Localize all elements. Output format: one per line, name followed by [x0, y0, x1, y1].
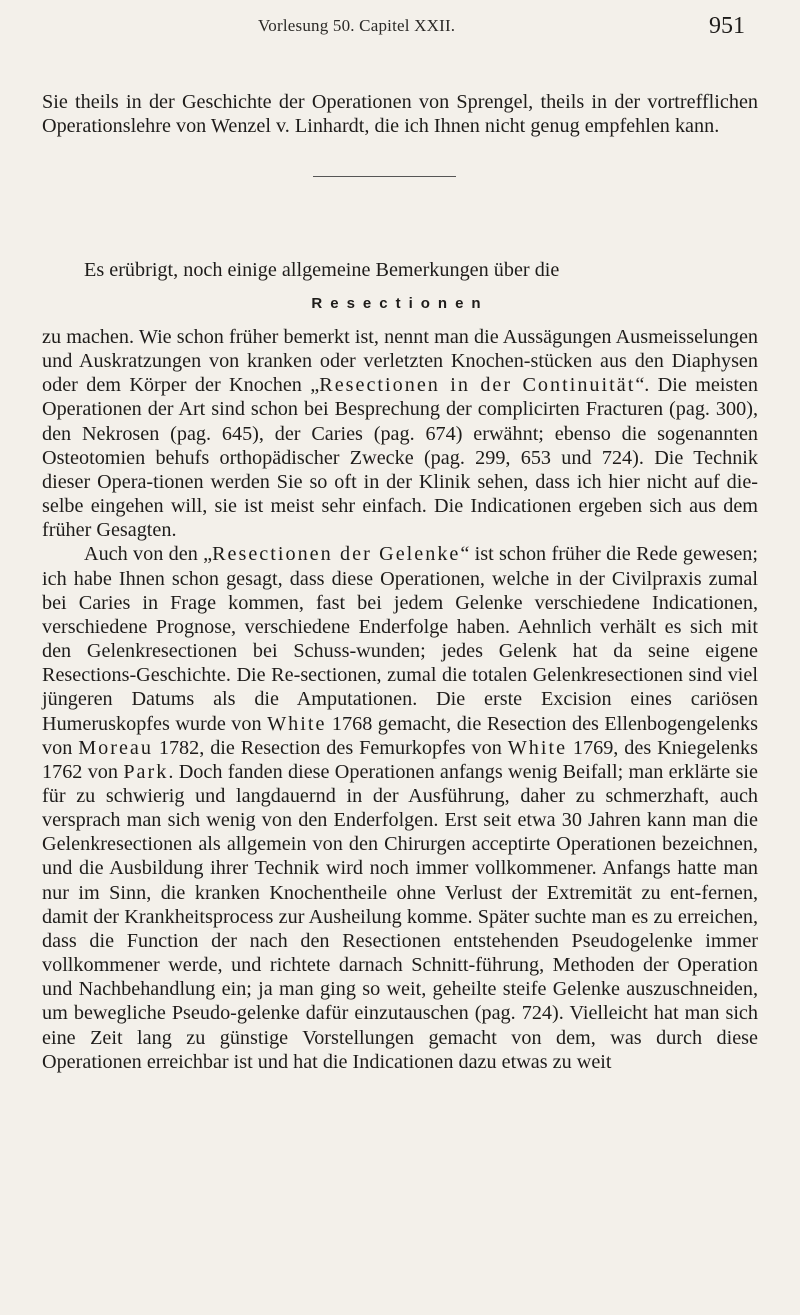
paragraph-body [42, 325, 758, 1074]
text-run: 1768 gemacht, die Resection des Ellenbogengelenks von [42, 712, 759, 759]
paragraph-intro-text: Sie theils in der Geschichte der Operationen von Sprengel, theils in der vortrefflichen Operationslehre von Wenzel v. Linhardt, die ich Ihnen nicht genug empfehlen kann. [42, 91, 758, 138]
paragraph-lead-text: Es erübrigt, noch einige allgemeine Bemerkungen über die [84, 259, 560, 281]
emphasis-term: Resectionen der Gelenke [212, 543, 461, 566]
paragraph-resections-joints [42, 542, 758, 1073]
person-name: White [507, 736, 568, 759]
paragraph-intro [42, 90, 758, 138]
person-name: Park [123, 760, 169, 783]
person-name: White [267, 712, 327, 735]
text-run: 1782, die Resection des Femurkopfes von [152, 736, 508, 759]
page-number: 951 [709, 13, 745, 39]
text-run: “. Die meisten Operationen der Art sind schon bei Besprechung der complicirten Fracturen (pag. 300), den Nekrosen (pag. 645), der Caries (pag. 674) erwähnt; ebenso die sogenannten Osteotomien behufs orthopädischer Zwecke (pag. 299, 653 und 724). Die Technik dieser Opera-tionen werden Sie so oft in der Klinik sehen, dass ich hier nicht auf die-selbe eingehen will, sie ist meist sehr einfach. Die Indicationen ergeben sich aus dem früher Gesagten. [42, 374, 758, 542]
running-title: Vorlesung 50. Capitel XXII. [258, 16, 456, 35]
text-run: . Doch fanden diese Operationen anfangs wenig Beifall; man erklärte sie für zu schwierig und langdauernd in der Ausführung, daher zu schmerzhaft, auch versprach man sich wenig von den Enderfolgen. Erst seit etwa 30 Jahren kann man die Gelenkresectionen als allgemein von den Chirurgen acceptirte Operationen bezeichnen, und die Ausbildung ihrer Technik wird noch immer vollkommener. Anfangs hatte man nur im Sinn, die kranken Knochentheile ohne Verlust der Extremität zu ent-fernen, damit der Krankheitsprocess zur Ausheilung komme. Später suchte man es zu erreichen, dass die Function der nach den Resectionen entstehenden Pseudogelenke immer vollkommener werde, und richtete darnach Schnitt-führung, Methoden der Operation und Nachbehandlung ein; ja man ging so weit, geheilte steife Gelenke auszuschneiden, um bewegliche Pseudo-gelenke dafür einzutauschen (pag. 724). Vielleicht hat man sich eine Zeit lang zu günstige Vorstellungen gemacht von dem, was durch diese Operationen erreichbar ist und hat die Indicationen dazu etwas zu weit [42, 760, 758, 1073]
section-divider [313, 176, 456, 177]
text-run: 1769, des Kniegelenks 1762 von [42, 736, 758, 783]
running-head [0, 10, 800, 50]
text-run: Auch von den „ [84, 543, 213, 566]
paragraph-lead [42, 258, 758, 282]
section-heading: Resectionen [311, 295, 489, 312]
person-name: Moreau [78, 736, 153, 759]
text-run: zu machen. Wie schon früher bemerkt ist, nennt man die Aussägungen Ausmeisselungen und Auskratzungen von kranken oder verletzten Knochen-stücken aus den Diaphysen oder dem Körper der Knochen „ [42, 326, 758, 397]
paragraph-resections-continuity [42, 325, 758, 542]
text-run: “ ist schon früher die Rede gewesen; ich habe Ihnen schon gesagt, dass diese Operationen, welche in der Civilpraxis zumal bei Caries in Frage kommen, fast bei jedem Gelenke verschiedene Indicationen, verschiedene Prognose, verschiedene Enderfolge haben. Aehnlich verhält es sich mit den Gelenkresectionen bei Schuss-wunden; jedes Gelenk hat da seine eigene Resections-Geschichte. Die Re-sectionen, zumal die totalen Gelenkresectionen sind viel jüngeren Datums als die Amputationen. Die erste Excision eines cariösen Humeruskopfes wurde von [42, 543, 758, 735]
emphasis-term: Resectionen in der Continuität [319, 374, 636, 397]
